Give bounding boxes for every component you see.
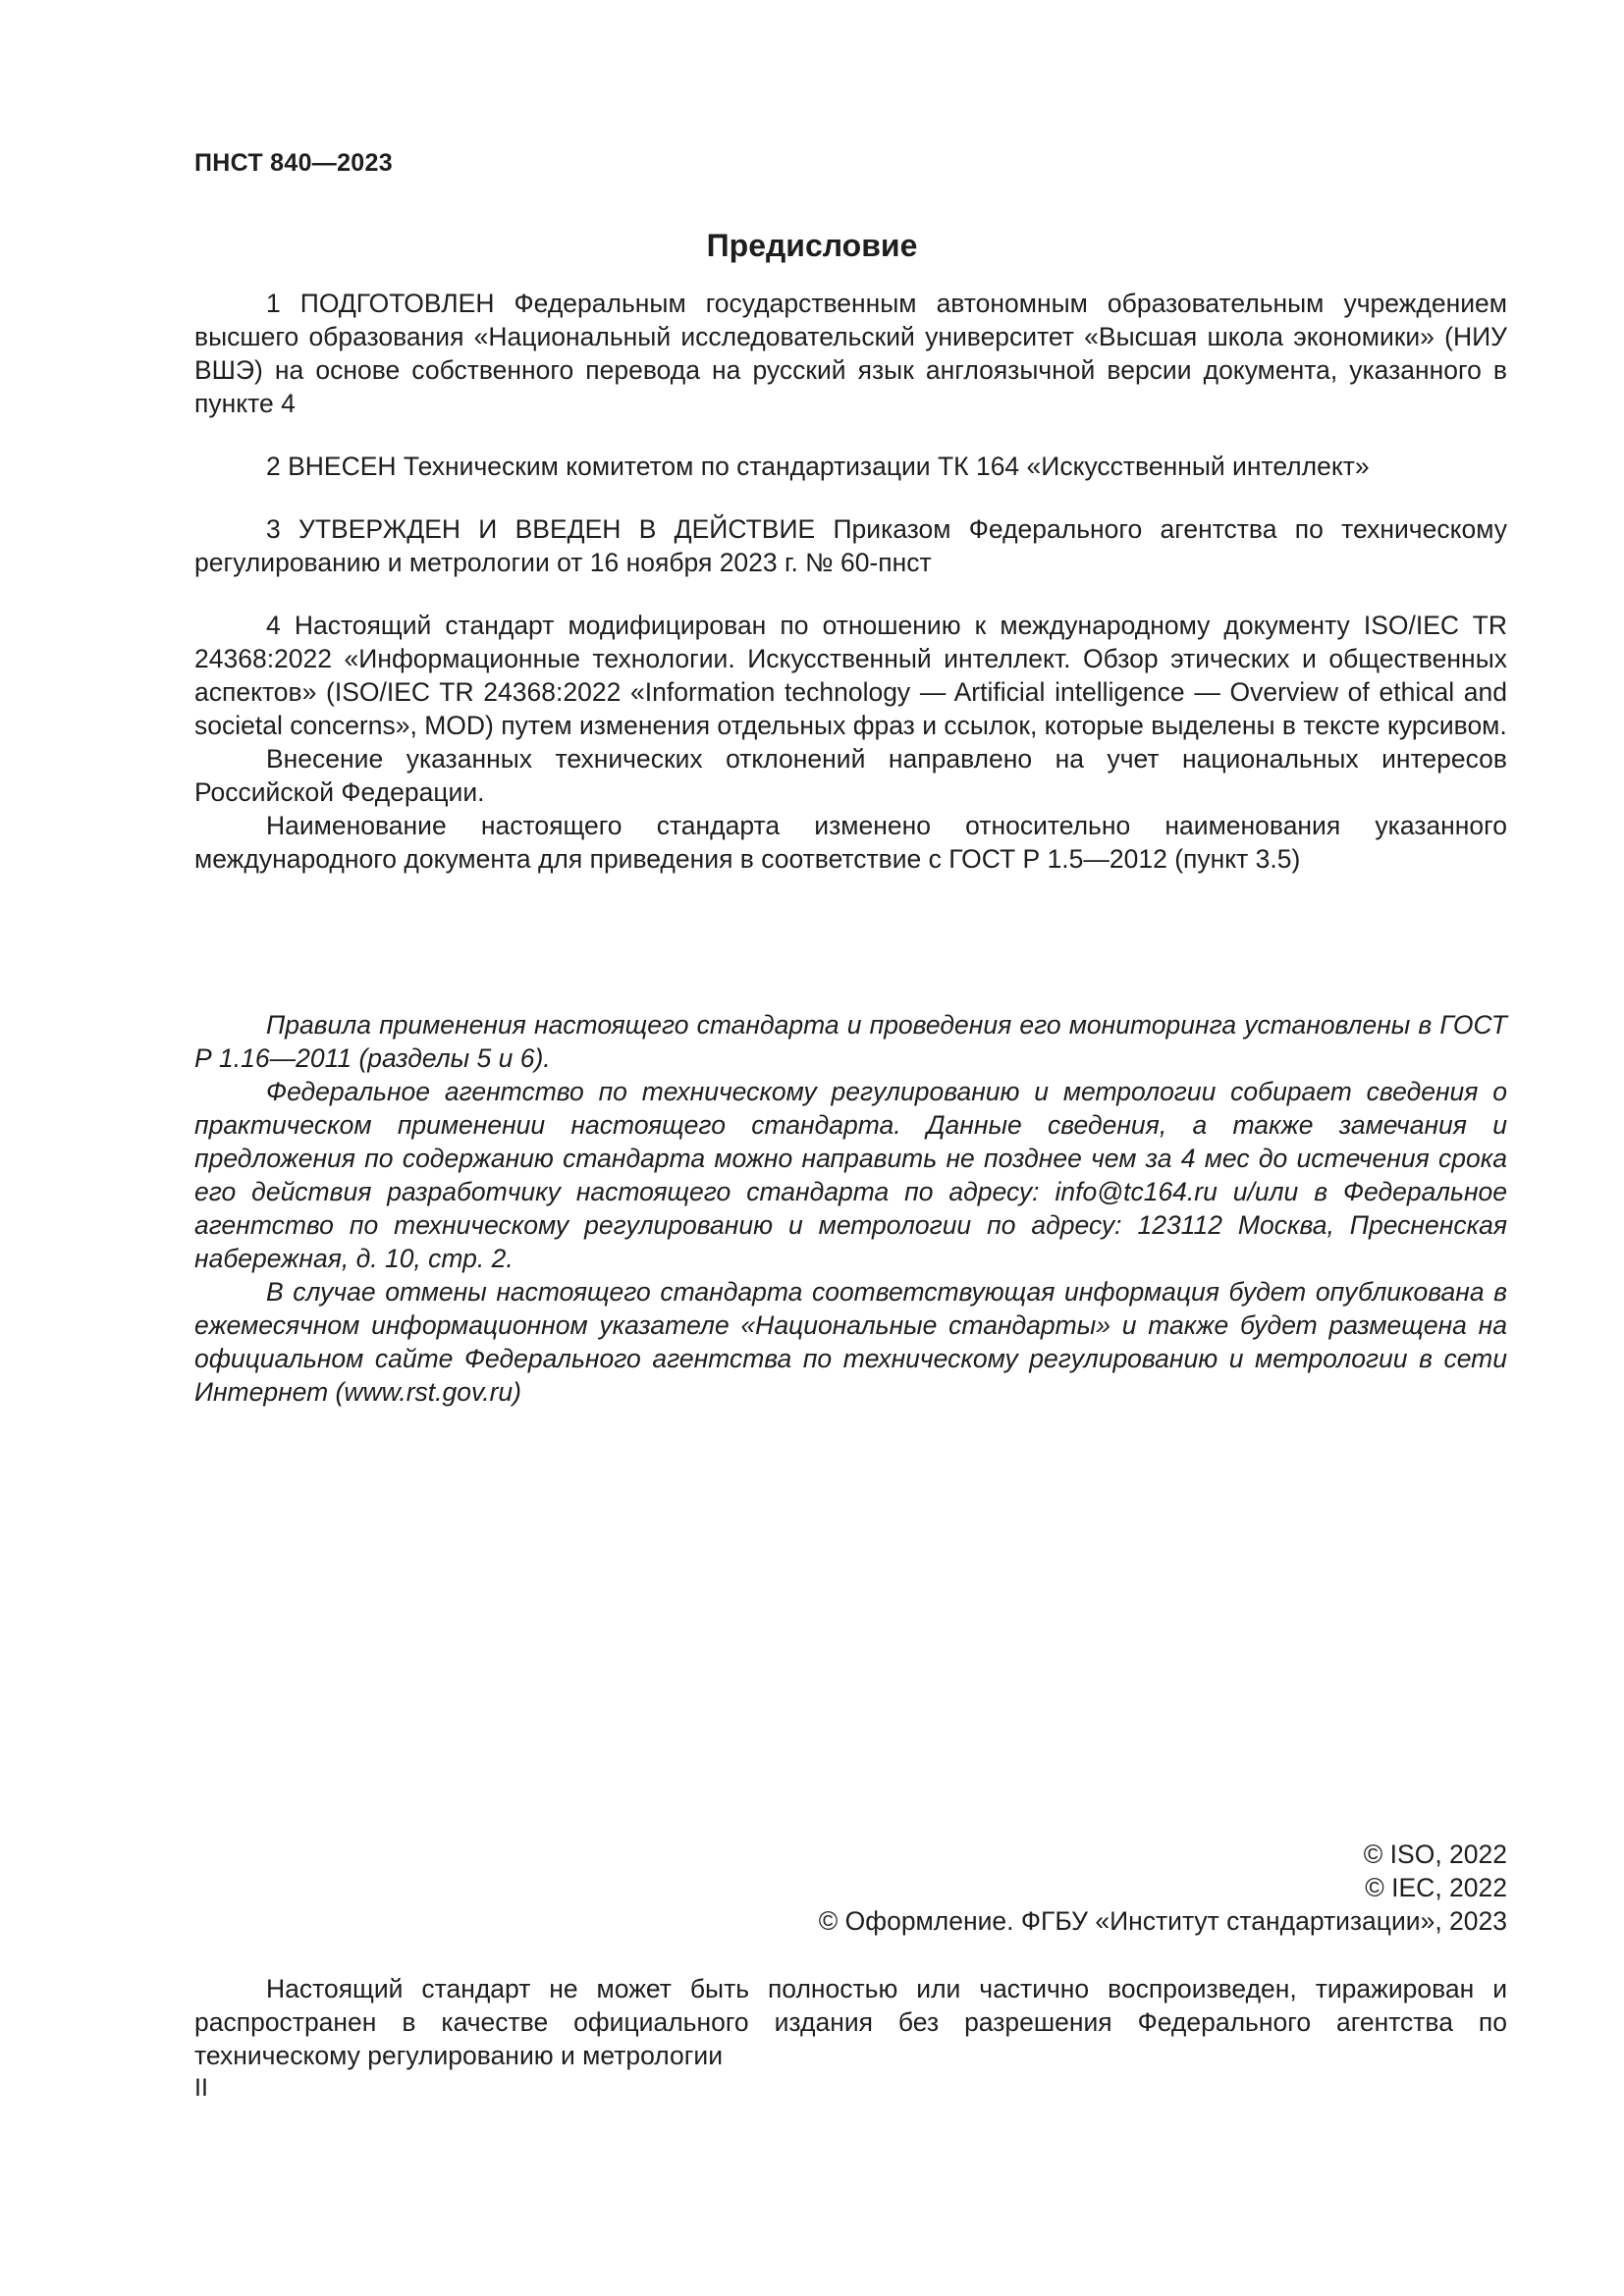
foreword-item-4: 4 Настоящий стандарт модифицирован по отношению к международному документу ISO/IEC TR 24368:2022 «Информационные технологии. Искусственный интеллект. Обзор этических и общественных аспектов» (ISO/IEC TR 24368:2022 «Information technology — Artificial intelligence — Overview of ethical and societal concerns», MOD) путем изменения отдельных фраз и ссылок, которые выделены в тексте курсивом. [194,611,1507,740]
notice-feedback: Федеральное агентство по техническому регулированию и метрологии собирает сведения о практическом применении настоящего стандарта. Данные сведения, а также замечания и предложения по содержанию стандарта можно направить не позднее чем за 4 мес до истечения срока его действия разработчику настоящего стандарта по адресу: info@tc164.ru и/или в Федеральное агентство по техническому регулированию и метрологии по адресу: 123112 Москва, Пресненская набережная, д. 10, стр. 2. [194,1077,1507,1273]
page-title: Предисловие [706,228,918,263]
page-number: II [194,2074,208,2102]
foreword-item-1: 1 ПОДГОТОВЛЕН Федеральным государственным автономным образовательным учреждением высшего образования «Национальный исследовательский университет «Высшая школа экономики» (НИУ ВШЭ) на основе собственного перевода на русский язык англоязычной версии документа, указанного в пункте 4 [194,289,1507,418]
copyright-block [819,1838,1507,1938]
reproduction-disclaimer [194,1972,1507,2072]
foreword-item-4-deviations: Внесение указанных технических отклонений направлено на учет национальных интересов Российской Федерации. [194,744,1507,807]
document-number: ПНСТ 840—2023 [194,149,393,177]
notice-rules: Правила применения настоящего стандарта и проведения его мониторинга установлены в ГОСТ Р 1.16—2011 (разделы 5 и 6). [194,1010,1507,1073]
notice-cancellation: В случае отмены настоящего стандарта соответствующая информация будет опубликована в ежемесячном информационном указателе «Национальные стандарты» и также будет размещена на официальном сайте Федерального агентства по техническому регулированию и метрологии в сети Интернет (www.rst.gov.ru) [194,1277,1507,1407]
disclaimer-text: Настоящий стандарт не может быть полностью или частично воспроизведен, тиражирован и распространен в качестве официального издания без разрешения Федерального агентства по техническому регулированию и метрологии [194,1974,1507,2070]
application-rules-notice [194,1008,1507,1409]
copyright-iec: © IEC, 2022 [1365,1873,1507,1902]
foreword-item-4-title-change: Наименование настоящего стандарта изменено относительно наименования указанного международного документа для приведения в соответствие с ГОСТ Р 1.5—2012 (пункт 3.5) [194,811,1507,874]
foreword-item-2: 2 ВНЕСЕН Техническим комитетом по стандартизации ТК 164 «Искусственный интеллект» [266,452,1370,481]
copyright-design: © Оформление. ФГБУ «Институт стандартизации», 2023 [818,1906,1507,1936]
copyright-iso: © ISO, 2022 [1363,1840,1507,1869]
foreword-item-3: 3 УТВЕРЖДЕН И ВВЕДЕН В ДЕЙСТВИЕ Приказом Федерального агентства по техническому регулированию и метрологии от 16 ноября 2023 г. № 60-пнст [194,514,1507,577]
foreword-body [194,287,1507,876]
